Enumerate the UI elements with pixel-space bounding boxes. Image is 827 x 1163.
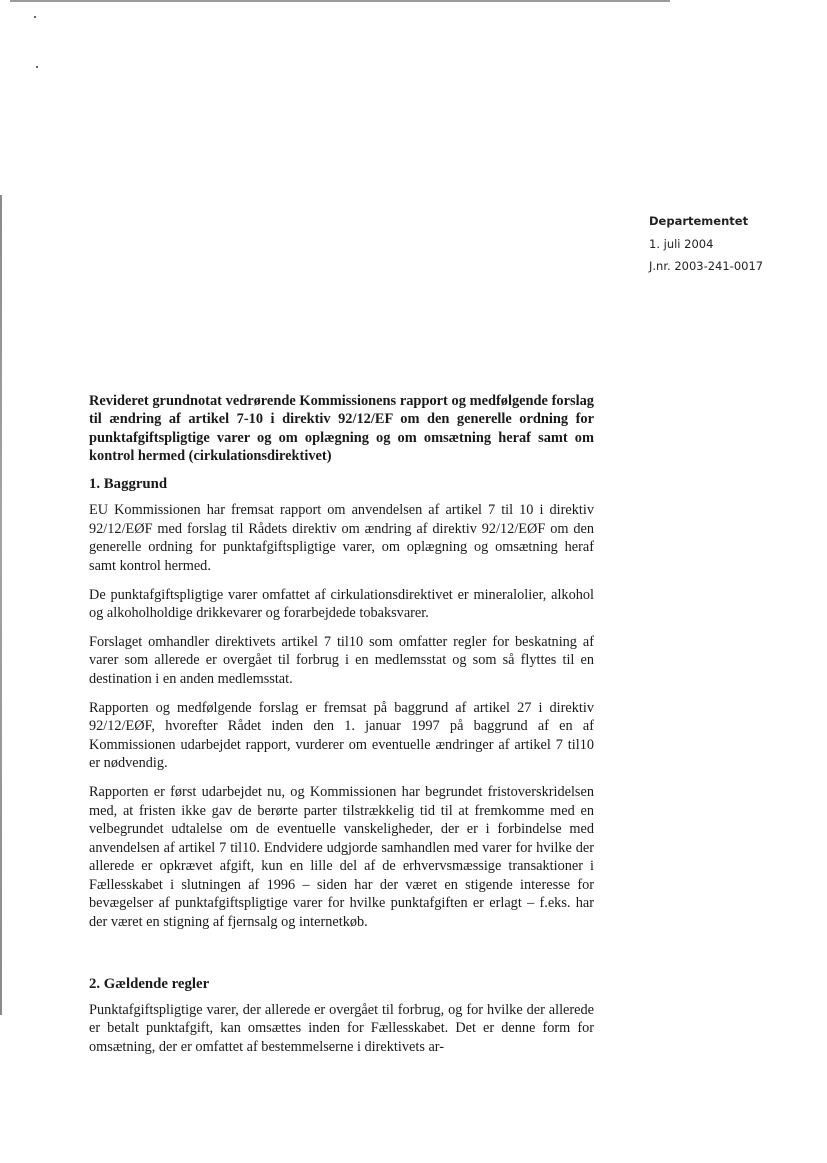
document-metadata [649,210,819,278]
scan-left-edge [0,195,2,1015]
scan-speck [36,66,38,68]
section-heading-background: 1. Baggrund [89,476,168,493]
section-heading-current-rules: 2. Gældende regler [89,975,210,992]
paragraph: Rapporten er først udarbejdet nu, og Kommissionen har begrundet fristoverskridelsen med, at fristen ikke gav de berørte parter tilstrækkelig tid til at fremkomme med en velbegrundet udtalelse om de eventuelle vanskeligheder, der er i forbindelse med anvendelsen af artikel 7 til10. Endvidere udgjorde samhandlen med varer for hvilke der allerede er opkrævet afgift, kun en lille del af de erhvervsmæssige transaktioner i Fællesskabet i slutningen af 1996 – siden har der været en stigende interesse for bevægelser af punktafgiftspligtige varer for hvilke punktafgiften er erlagt – f.eks. har der været en stigning af fjernsalg og internetkøb. [89,783,594,931]
paragraph: Rapporten og medfølgende forslag er fremsat på baggrund af artikel 27 i direktiv 92/12/EØF, hvorefter Rådet inden den 1. januar 1997 på baggrund af en af Kommissionen udarbejdet rapport, vurderer om eventuelle ændringer af artikel 7 til10 er nødvendig. [89,699,594,772]
scan-speck [34,16,36,18]
paragraph: De punktafgiftspligtige varer omfattet af cirkulationsdirektivet er mineralolier, alkohol og alkoholholdige drikkevarer og forarbejdede tobaksvarer. [89,586,594,622]
document-date: 1. juli 2004 [649,236,714,251]
scan-top-edge [10,0,670,2]
journal-number: J.nr. 2003-241-0017 [649,259,764,273]
document-body [89,392,594,1066]
department-label: Departementet [649,214,749,228]
section-spacer [89,942,594,975]
paragraph: Forslaget omhandler direktivets artikel 7 til10 som omfatter regler for beskatning af varer som allerede er overgået til forbrug i en medlemsstat og som så flyttes til en destination i en anden medlemsstat. [89,633,594,687]
document-title: Revideret grundnotat vedrørende Kommissionens rapport og medfølgende forslag til ændring af artikel 7-10 i direktiv 92/12/EF om den generelle ordning for punktafgiftspligtige varer og om oplægning og om omsætning heraf samt om kontrol hermed (cirkulationsdirektivet) [89,393,594,464]
paragraph: Punktafgiftspligtige varer, der allerede er overgået til forbrug, og for hvilke der allerede er betalt punktafgift, kan omsættes inden for Fællesskabet. Det er denne form for omsætning, der er omfattet af bestemmelserne i direktivets ar- [89,1001,594,1055]
paragraph: EU Kommissionen har fremsat rapport om anvendelsen af artikel 7 til 10 i direktiv 92/12/EØF med forslag til Rådets direktiv om ændring af direktiv 92/12/EØF om den generelle ordning for punktafgiftspligtige varer, om oplægning og omsætning heraf samt kontrol hermed. [89,502,594,574]
